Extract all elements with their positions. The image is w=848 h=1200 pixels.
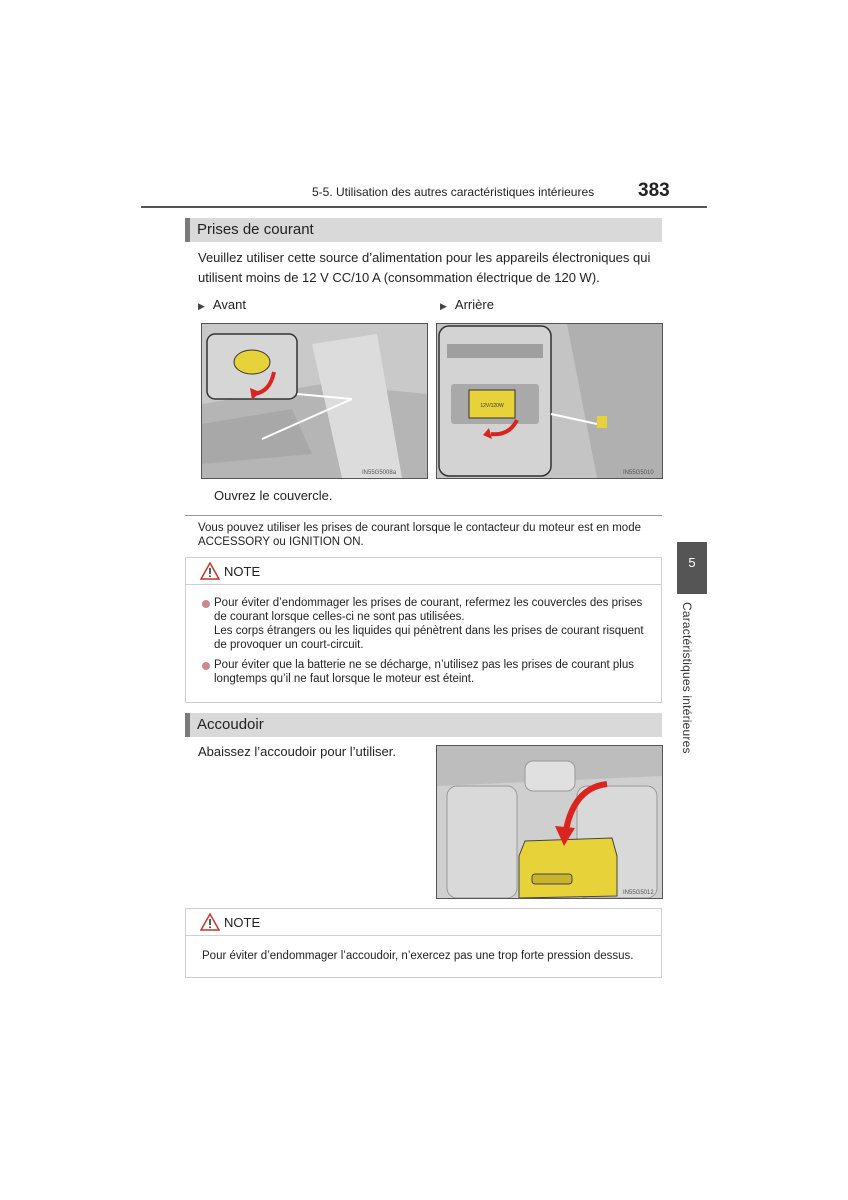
front-label-text: Avant [212,297,246,312]
info-line1: Vous pouvez utiliser les prises de courant lorsque le contacteur du moteur est en mode [198,522,641,534]
note-b1-l1: Pour éviter d’endommager les prises de courant, refermez les couvercles des prises [214,597,643,609]
chapter-tab: 5 [677,542,707,594]
note-b2-l1: Pour éviter que la batterie ne se décharge, n’utilisez pas les prises de courant plus [214,659,634,671]
triangle-right-icon: ▶ [440,301,447,311]
section-heading-prises: Prises de courant [185,218,662,242]
note-b1-l4: de provoquer un court-circuit. [214,639,364,651]
note-bullet-1 [186,596,663,656]
info-line2: ACCESSORY ou IGNITION ON. [198,536,364,548]
note-b2-l2: longtemps qu’il ne faut lorsque le moteur est éteint. [214,673,475,685]
note-box-accoudoir [185,908,662,978]
bullet-icon [202,662,210,670]
armrest-photo [436,745,663,899]
note2-text: Pour éviter d’endommager l’accoudoir, n’exercez pas une trop forte pression dessus. [202,950,634,962]
warning-icon [200,562,220,580]
note-b1-l2: de courant lorsque celles-ci ne sont pas utilisées. [214,611,465,623]
open-cover-caption: Ouvrez le couvercle. [214,488,333,503]
front-label [198,295,246,316]
rear-photo-code: IN55G5010 [623,470,654,476]
note-bullet-2 [186,658,663,688]
note-header [186,909,661,936]
note-title: NOTE [224,563,261,579]
section-heading-accoudoir: Accoudoir [185,713,662,737]
rear-label [440,295,494,316]
front-socket-photo [201,323,428,479]
rear-label-text: Arrière [454,297,494,312]
note-box-prises [185,557,662,703]
info-divider [185,515,662,516]
triangle-right-icon: ▶ [198,301,205,311]
prises-intro-line1: Veuillez utiliser cette source d’alimentation pour les appareils électroniques qui [198,250,651,265]
note-b1-l3: Les corps étrangers ou les liquides qui pénètrent dans les prises de courant risquent [214,625,644,637]
note-title: NOTE [224,914,261,930]
rear-socket-photo [436,323,663,479]
socket-label-text: 12V/120W [480,403,504,409]
note-header [186,558,661,585]
front-photo-code: IN55G5008a [362,470,397,476]
accoudoir-text: Abaissez l’accoudoir pour l’utiliser. [198,744,396,759]
header-rule [141,206,707,208]
prises-intro-line2: utilisent moins de 12 V CC/10 A (consommation électrique de 120 W). [198,270,600,285]
bullet-icon [202,600,210,608]
page-number: 383 [638,180,670,201]
armrest-photo-code: IN55G5012 [623,890,654,896]
chapter-tab-label: Caractéristiques intérieures [680,602,694,754]
running-header-title: 5-5. Utilisation des autres caractéristiques intérieures [312,185,595,199]
warning-icon [200,913,220,931]
